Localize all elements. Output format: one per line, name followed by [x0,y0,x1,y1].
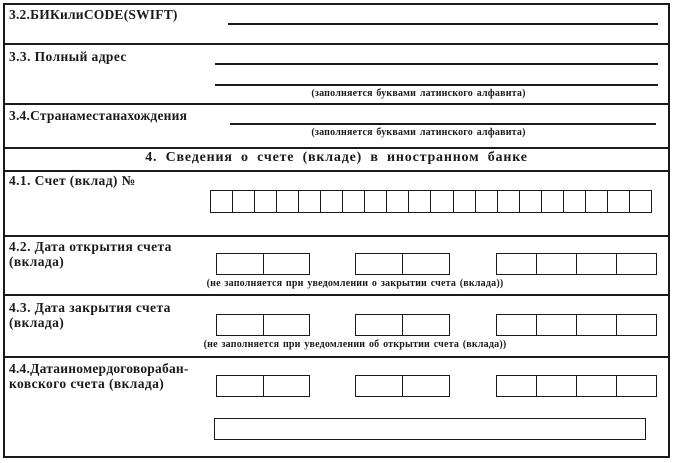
field-label-close-date-line1: 4.3. Дата закрытия счета [9,300,171,315]
char-box[interactable] [607,191,629,212]
char-box[interactable] [576,315,616,335]
char-box[interactable] [497,376,536,396]
address-input-line-1[interactable] [215,63,658,65]
char-box[interactable] [263,376,310,396]
country-input-line[interactable] [230,123,656,125]
char-box[interactable] [536,315,576,335]
row-separator [4,356,669,358]
char-box[interactable] [629,191,651,212]
open-date-month-boxes[interactable] [355,253,450,275]
char-box[interactable] [276,191,298,212]
close-date-year-boxes[interactable] [496,314,657,336]
char-box[interactable] [402,376,449,396]
field-label-contract-line2: ковского счета (вклада) [9,376,165,391]
address-latin-note: (заполняется буквами латинского алфавита) [311,88,526,99]
contract-number-input-box[interactable] [214,418,646,440]
char-box[interactable] [576,376,616,396]
close-date-note: (не заполняется при уведомлении об открытии счета (вклада)) [203,339,507,350]
char-box[interactable] [616,315,656,335]
char-box[interactable] [254,191,276,212]
field-label-open-date-line2: (вклада) [9,254,65,269]
close-date-day-boxes[interactable] [216,314,310,336]
char-box[interactable] [211,191,232,212]
char-box[interactable] [364,191,386,212]
field-label-bik-swift: 3.2. БИК или CODE (SWIFT) [9,7,178,22]
char-box[interactable] [497,315,536,335]
row-separator [4,43,669,45]
char-box[interactable] [541,191,563,212]
open-date-day-boxes[interactable] [216,253,310,275]
char-box[interactable] [232,191,254,212]
char-box[interactable] [402,254,449,274]
char-box[interactable] [453,191,475,212]
contract-date-year-boxes[interactable] [496,375,657,397]
char-box[interactable] [475,191,497,212]
char-box[interactable] [356,315,402,335]
char-box[interactable] [408,191,430,212]
section4-title: 4. Сведения о счете (вкладе) в иностранном банке [145,150,528,165]
row-separator [4,103,669,105]
char-box[interactable] [217,315,263,335]
char-box[interactable] [563,191,585,212]
row-separator [4,235,669,237]
open-date-note: (не заполняется при уведомлении о закрытии счета (вклада)) [206,278,504,289]
char-box[interactable] [576,254,616,274]
country-latin-note: (заполняется буквами латинского алфавита) [311,127,526,138]
char-box[interactable] [217,376,263,396]
open-date-year-boxes[interactable] [496,253,657,275]
char-box[interactable] [386,191,408,212]
char-box[interactable] [536,376,576,396]
account-number-cell-strip[interactable] [210,190,652,213]
char-box[interactable] [497,254,536,274]
char-box[interactable] [217,254,263,274]
field-label-contract-line1: 4.4. Дата и номер договора бан- [9,361,189,376]
char-box[interactable] [616,376,656,396]
field-label-full-address: 3.3. Полный адрес [9,49,127,64]
char-box[interactable] [263,315,310,335]
char-box[interactable] [585,191,607,212]
char-box[interactable] [402,315,449,335]
row-separator [4,294,669,296]
contract-date-month-boxes[interactable] [355,375,450,397]
row-separator [4,147,669,149]
contract-date-day-boxes[interactable] [216,375,310,397]
char-box[interactable] [616,254,656,274]
char-box[interactable] [430,191,452,212]
char-box[interactable] [536,254,576,274]
close-date-month-boxes[interactable] [355,314,450,336]
field-label-country: 3.4. Страна местанахождения [9,108,188,123]
char-box[interactable] [497,191,519,212]
field-label-open-date-line1: 4.2. Дата открытия счета [9,239,172,254]
char-box[interactable] [356,254,402,274]
address-input-line-2[interactable] [215,84,658,86]
char-box[interactable] [298,191,320,212]
char-box[interactable] [356,376,402,396]
char-box[interactable] [320,191,342,212]
row-separator [4,170,669,172]
field-label-account-number: 4.1. Счет (вклад) № [9,173,136,188]
char-box[interactable] [342,191,364,212]
char-box[interactable] [519,191,541,212]
bik-swift-input-line[interactable] [228,23,658,25]
char-box[interactable] [263,254,310,274]
field-label-close-date-line2: (вклада) [9,315,65,330]
